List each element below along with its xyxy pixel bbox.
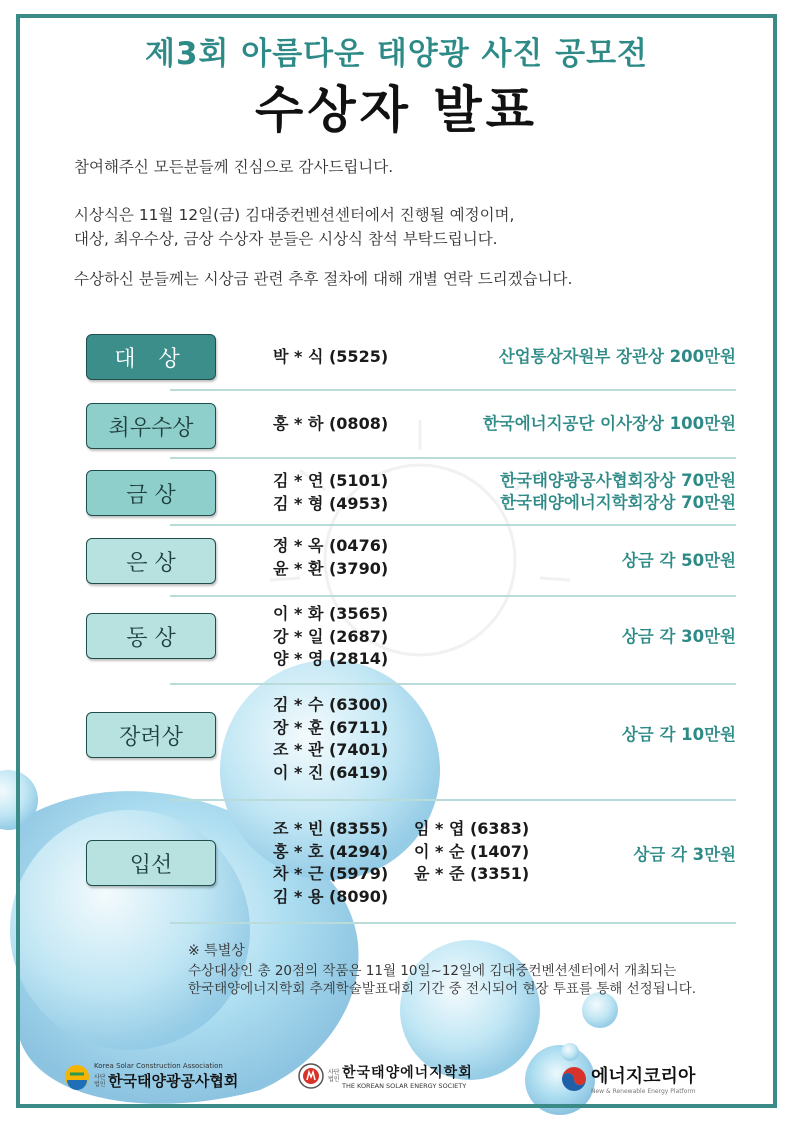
intro-ceremony-1: 시상식은 11월 12일(금) 김대중컨벤션센터에서 진행될 예정이며, — [74, 206, 515, 224]
divider — [170, 799, 736, 801]
prize-bronze: 상금 각 30만원 — [621, 627, 736, 646]
winner: 이 * 진 (6419) — [273, 762, 389, 782]
award-excellence: 최우수상 — [86, 403, 216, 449]
divider — [170, 457, 736, 459]
winner: 조 * 빈 (8355) — [273, 819, 389, 838]
winner: 김 * 수 (6300) — [273, 695, 389, 714]
winner: 홍 * 호 (4294) — [273, 841, 389, 861]
divider — [170, 683, 736, 685]
divider — [170, 389, 736, 391]
winner: 김 * 연 (5101) — [273, 471, 389, 490]
prize-grand: 산업통상자원부 장관상 200만원 — [498, 347, 736, 366]
winners-selected-col1 — [273, 818, 388, 908]
energy-korea-swirl-icon — [560, 1065, 588, 1093]
intro-ceremony-2: 대상, 최우수상, 금상 수상자 분들은 시상식 참석 부탁드립니다. — [74, 230, 498, 248]
divider — [170, 595, 736, 597]
divider — [170, 922, 736, 924]
winner: 강 * 일 (2687) — [273, 626, 389, 646]
winner: 홍 * 하 (0808) — [273, 414, 389, 433]
award-bronze: 동 상 — [86, 613, 216, 659]
winner: 이 * 화 (3565) — [273, 604, 389, 623]
winner: 차 * 근 (5979) — [273, 864, 389, 883]
announcement-title: 수상자 발표 — [255, 81, 538, 139]
contest-title: 제3회 아름다운 태양광 사진 공모전 — [145, 36, 648, 72]
energy-korea-tagline: New & Renewable Energy Platform — [591, 1088, 696, 1095]
prize-gold: 한국태양광공사협회장상 70만원 한국태양에너지학회장상 70만원 — [500, 471, 736, 512]
winner: 윤 * 환 (3790) — [273, 558, 389, 578]
winner: 박 * 식 (5525) — [273, 347, 389, 366]
special-award-title: ※ 특별상 — [188, 943, 245, 959]
winner: 조 * 관 (7401) — [273, 740, 389, 759]
prize-selected: 상금 각 3만원 — [633, 845, 736, 864]
ksessoc-logo — [298, 1062, 473, 1090]
ksessoc-seal-icon — [298, 1063, 324, 1089]
winners-encouragement — [273, 694, 388, 784]
energy-korea-name: 에너지코리아 — [591, 1066, 696, 1087]
divider — [170, 524, 736, 526]
special-award-line1: 수상대상인 총 20점의 작품은 11월 10일~12일에 김대중컨벤션센터에서 개최되는 — [188, 963, 677, 979]
ksessoc-name: 한국태양에너지학회 — [342, 1065, 473, 1081]
winners-gold — [273, 470, 388, 515]
kscia-prefix: 사단 법인 — [94, 1073, 106, 1088]
award-selected: 입선 — [86, 840, 216, 886]
award-grand: 대 상 — [86, 334, 216, 380]
special-award-line2: 한국태양에너지학회 추계학술발표대회 기간 중 전시되어 현장 투표를 통해 선정됩니다. — [188, 981, 697, 997]
winner: 김 * 형 (4953) — [273, 493, 389, 513]
ksessoc-english-name: THE KOREAN SOLAR ENERGY SOCIETY — [342, 1082, 467, 1090]
winner: 임 * 엽 (6383) — [414, 819, 530, 838]
winners-grand — [273, 346, 388, 369]
ksessoc-prefix: 사단 법인 — [328, 1069, 340, 1083]
prize-excellence: 한국에너지공단 이사장상 100만원 — [482, 414, 736, 433]
winner: 양 * 영 (2814) — [273, 649, 389, 668]
intro-thanks: 참여해주신 모든분들께 진심으로 감사드립니다. — [74, 158, 394, 176]
award-gold: 금 상 — [86, 470, 216, 516]
winners-silver — [273, 535, 388, 580]
winner: 정 * 옥 (0476) — [273, 536, 389, 555]
prize-encouragement: 상금 각 10만원 — [621, 725, 736, 744]
kscia-english-name: Korea Solar Construction Association — [94, 1062, 223, 1070]
prize-silver: 상금 각 50만원 — [621, 551, 736, 570]
winner: 이 * 순 (1407) — [414, 841, 530, 861]
winner: 윤 * 준 (3351) — [414, 864, 530, 883]
winners-excellence — [273, 413, 388, 436]
winner: 장 * 훈 (6711) — [273, 717, 389, 737]
winners-selected-col2 — [414, 818, 529, 886]
kscia-name: 한국태양광공사협회 — [108, 1072, 239, 1090]
energy-korea-logo — [560, 1062, 696, 1095]
intro-contact: 수상하신 분들께는 시상금 관련 추후 절차에 대해 개별 연락 드리겠습니다. — [74, 270, 573, 288]
kscia-emblem-icon — [64, 1064, 90, 1090]
kscia-logo — [64, 1062, 238, 1091]
award-encouragement: 장려상 — [86, 712, 216, 758]
winner: 김 * 용 (8090) — [273, 886, 389, 906]
winners-bronze — [273, 603, 388, 671]
award-silver: 은 상 — [86, 538, 216, 584]
